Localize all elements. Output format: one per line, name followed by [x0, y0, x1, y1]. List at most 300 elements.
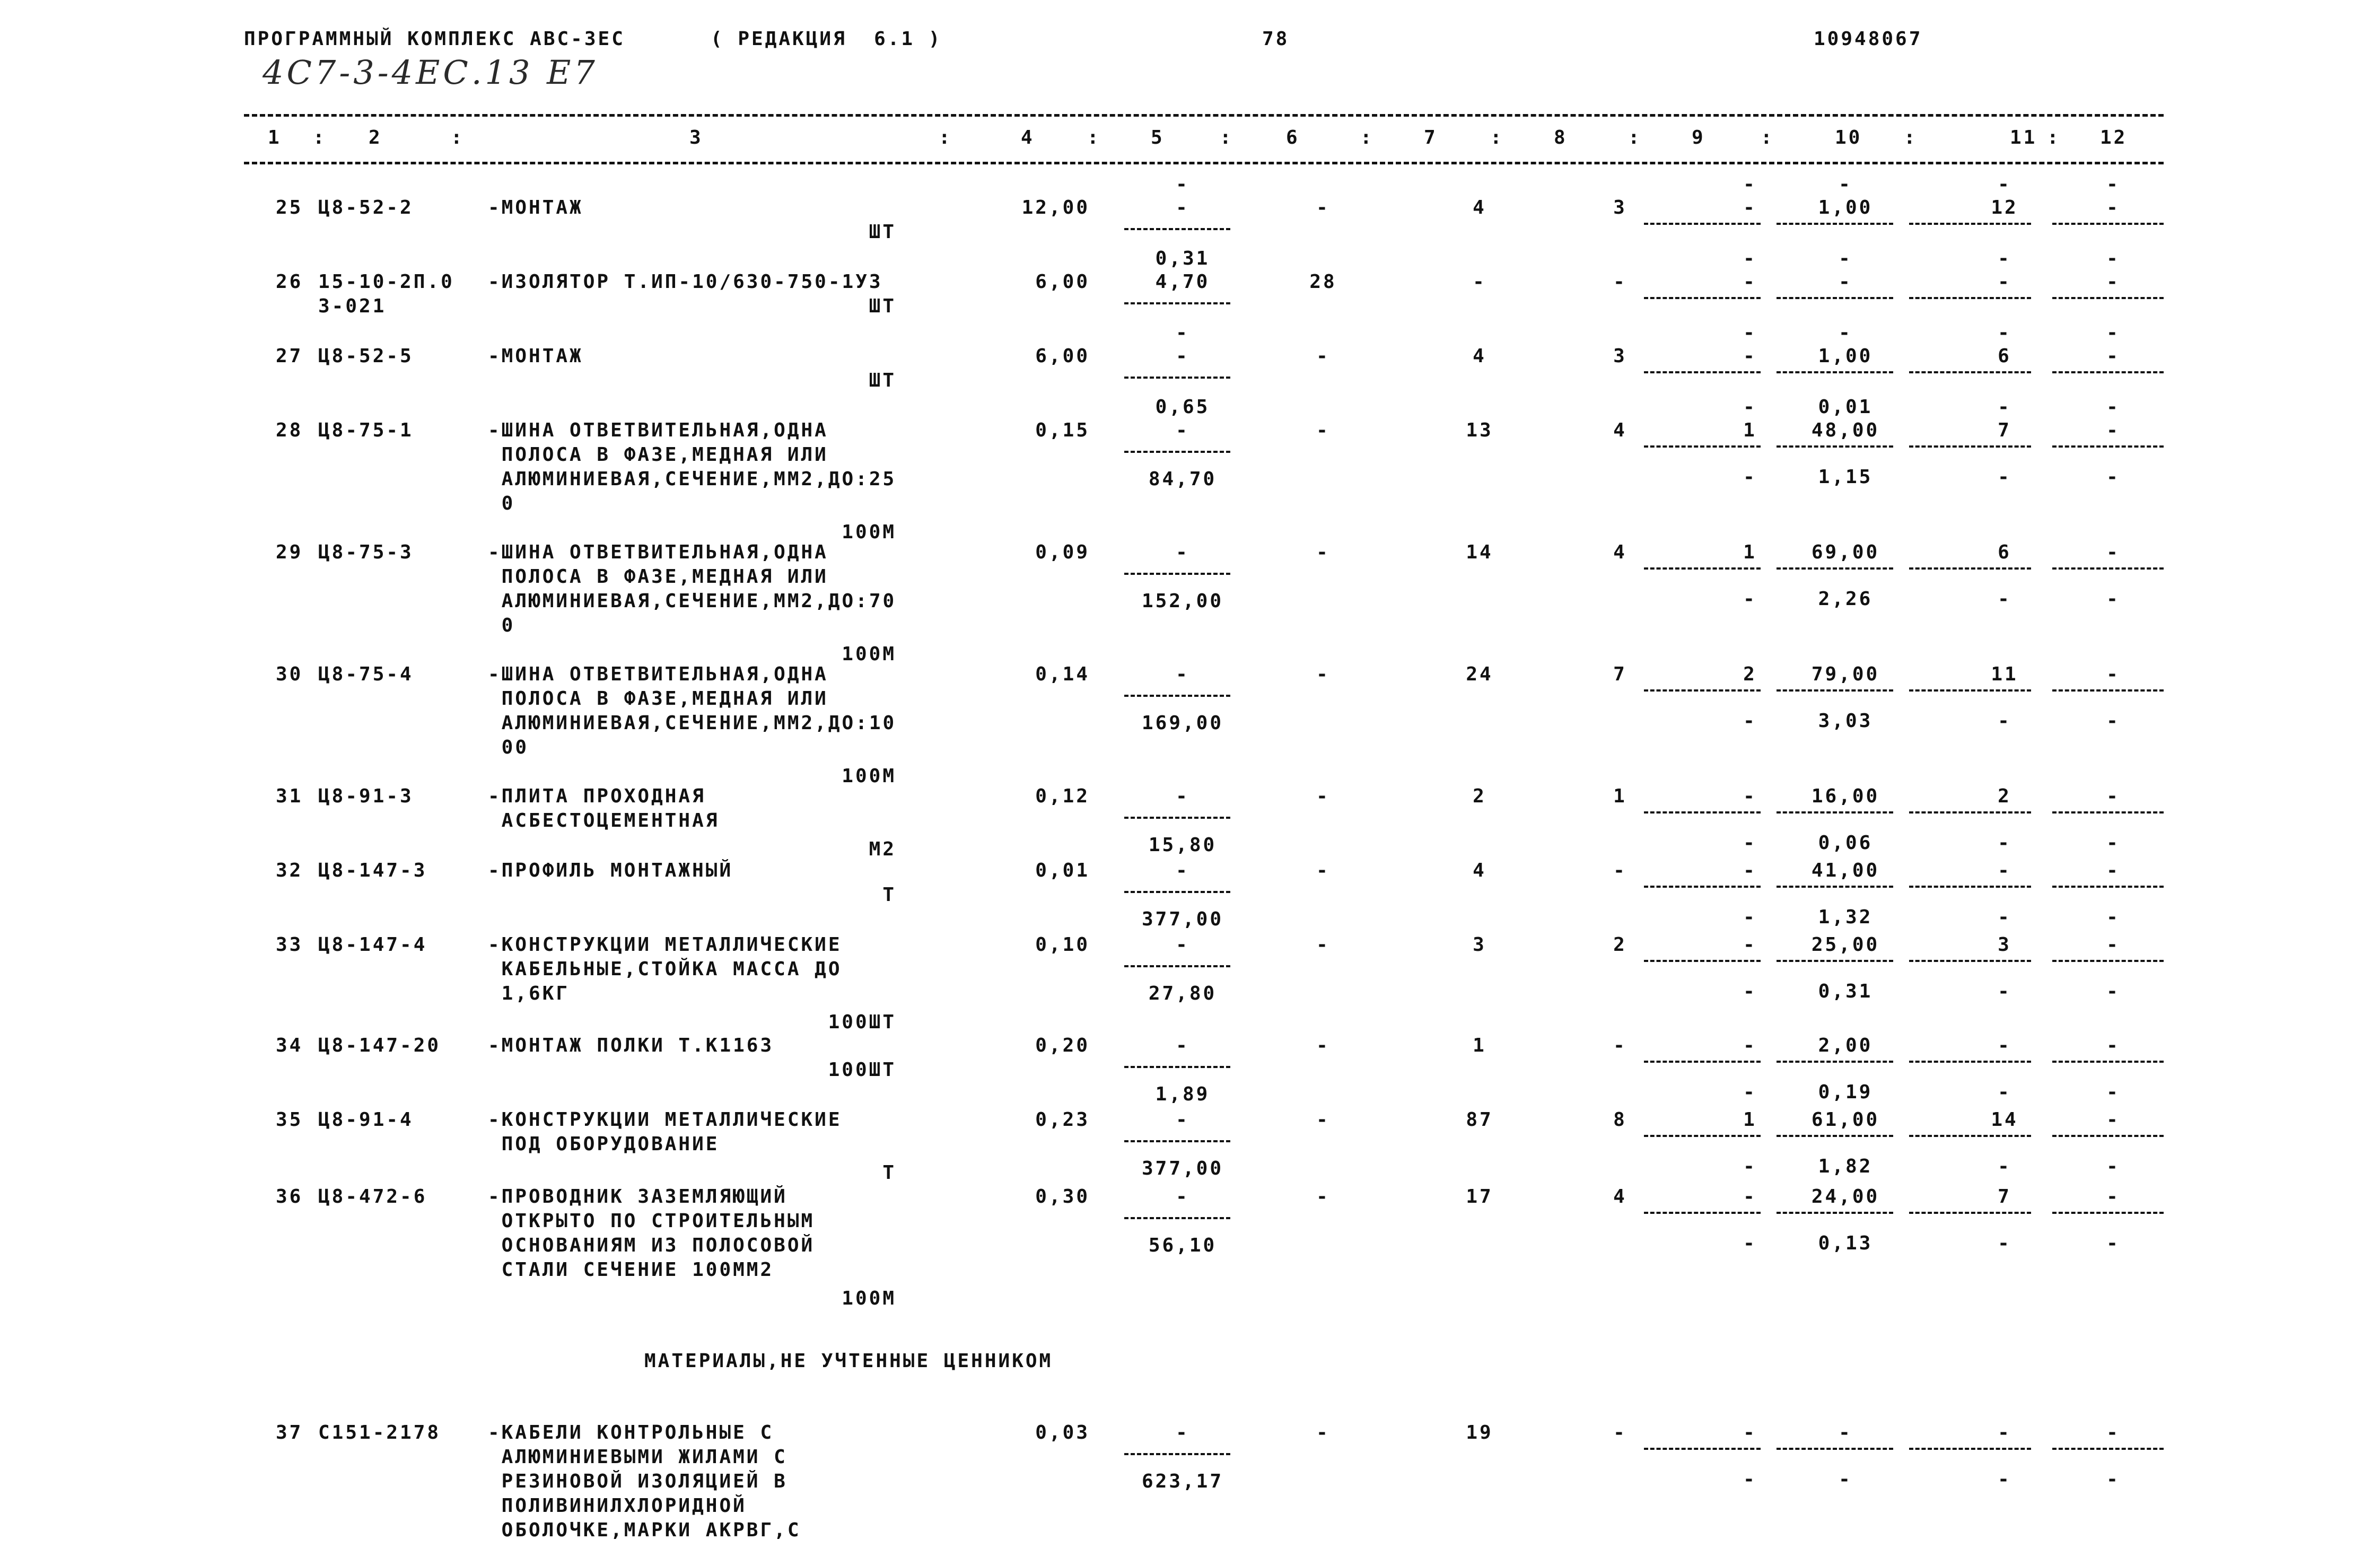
col6-value: - [1316, 1186, 1330, 1208]
col11-lower-value: - [1998, 1081, 2011, 1103]
handwritten-note: 4С7-3-4ЕС.13 Е7 [262, 53, 598, 92]
col5-value: - [1176, 541, 1189, 563]
col12-lower-value: - [2106, 1232, 2120, 1254]
program-title: ПРОГРАММНЫЙ КОМПЛЕКС АВС-3ЕС [244, 28, 625, 50]
column-separator: : [1761, 127, 1774, 148]
col5-value: - [1176, 860, 1189, 881]
col9-value: - [1743, 271, 1757, 293]
col11-lower-value: - [1998, 588, 2011, 610]
col10-lower-value: 1,82 [1818, 1156, 1873, 1177]
col7-value: 4 [1473, 345, 1486, 367]
col5-lower-value: 1,89 [1155, 1083, 1210, 1105]
column-header-9: 9 [1692, 127, 1705, 148]
col11-value: 6 [1998, 541, 2011, 563]
row-quantity: 6,00 [1035, 271, 1090, 293]
col8-value: 3 [1613, 197, 1627, 218]
col12-lower-value: - [2106, 906, 2120, 928]
col8-value: 4 [1613, 1186, 1627, 1208]
cell-divider [2052, 689, 2164, 692]
col8-value: - [1613, 1422, 1627, 1443]
row-number: 31 [276, 785, 303, 807]
row-unit: ШТ [869, 370, 896, 391]
col9-value: - [1743, 197, 1757, 218]
row-description: ОСНОВАНИЯМ ИЗ ПОЛОСОВОЙ [488, 1235, 815, 1256]
col9-value: - [1743, 860, 1757, 881]
col11-lower-value: - [1998, 1232, 2011, 1254]
col12-value: - [2106, 1422, 2120, 1443]
row-code: 3-021 [318, 295, 387, 317]
col11-value: - [1998, 271, 2011, 293]
col6-value: - [1316, 934, 1330, 956]
row-quantity: 0,01 [1035, 860, 1090, 881]
col12-value: - [2106, 663, 2120, 685]
cell-divider [1909, 1135, 2031, 1137]
cell-divider [2052, 886, 2164, 888]
row-code: Ц8-147-4 [318, 934, 427, 956]
column-header-4: 4 [1021, 127, 1035, 148]
row-quantity: 12,00 [1021, 197, 1090, 218]
col12-lower-value: - [2106, 832, 2120, 854]
col10-lower-value: 0,31 [1818, 981, 1873, 1002]
row-description: ПОЛОСА В ФАЗЕ,МЕДНАЯ ИЛИ [488, 688, 828, 710]
section-title: МАТЕРИАЛЫ,НЕ УЧТЕННЫЕ ЦЕННИКОМ [644, 1350, 1053, 1372]
cell-divider [1909, 1061, 2031, 1063]
header-rule-bottom [244, 162, 2164, 164]
col5-lower-value: 152,00 [1141, 590, 1224, 612]
col5-lower-value: 377,00 [1141, 1158, 1224, 1179]
row-description: 1,6КГ [488, 983, 570, 1004]
col5-value: - [1176, 785, 1189, 807]
cell-divider [1124, 891, 1230, 893]
col9-lower-value: - [1743, 981, 1757, 1002]
col10-value: 69,00 [1811, 541, 1880, 563]
col12-lower-value: - [2106, 1468, 2120, 1490]
cell-divider [1909, 371, 2031, 373]
cell-divider [1777, 297, 1893, 299]
row-number: 28 [276, 419, 303, 441]
row-description: КАБЕЛЬНЫЕ,СТОЙКА МАССА ДО [488, 958, 842, 980]
row-code: Ц8-75-1 [318, 419, 414, 441]
col9-value: 1 [1743, 541, 1757, 563]
col12-lower-value: - [2106, 588, 2120, 610]
col11-value: 7 [1998, 419, 2011, 441]
col11-value: 12 [1991, 197, 2018, 218]
row-number: 35 [276, 1109, 303, 1131]
cell-divider [1777, 567, 1893, 570]
col9-lower-value: - [1743, 906, 1757, 928]
col9-lower-value: - [1743, 1156, 1757, 1177]
row-description: -ШИНА ОТВЕТВИТЕЛЬНАЯ,ОДНА [488, 663, 828, 685]
cell-divider [1124, 817, 1230, 819]
cell-divider [1644, 297, 1761, 299]
cell-divider [2052, 1135, 2164, 1137]
cell-divider [1909, 960, 2031, 962]
col12-value: - [2106, 1186, 2120, 1208]
col12-lower-value: - [2106, 466, 2120, 488]
col11-value: 7 [1998, 1186, 2011, 1208]
col11-top-value: - [1998, 322, 2011, 344]
col9-lower-value: - [1743, 1081, 1757, 1103]
col7-value: 87 [1466, 1109, 1493, 1131]
row-description: ПОД ОБОРУДОВАНИЕ [488, 1133, 720, 1155]
column-header-1: 1 [268, 127, 282, 148]
col11-lower-value: - [1998, 832, 2011, 854]
cell-divider [1777, 371, 1893, 373]
col11-lower-value: - [1998, 466, 2011, 488]
col6-value: 28 [1309, 271, 1337, 293]
col10-value: 79,00 [1811, 663, 1880, 685]
col5-value: - [1176, 934, 1189, 956]
row-code: Ц8-52-2 [318, 197, 414, 218]
col5-value: - [1176, 1109, 1189, 1131]
cell-divider [1644, 960, 1761, 962]
col9-value: - [1743, 934, 1757, 956]
row-number: 36 [276, 1186, 303, 1208]
column-separator: : [1490, 127, 1504, 148]
row-unit: 100М [842, 643, 896, 665]
col5-value: - [1176, 419, 1189, 441]
col7-value: 19 [1466, 1422, 1493, 1443]
row-code: С151-2178 [318, 1422, 441, 1443]
row-unit: М2 [869, 838, 896, 860]
col7-value: 24 [1466, 663, 1493, 685]
cell-divider [2052, 960, 2164, 962]
row-code: Ц8-75-4 [318, 663, 414, 685]
row-description: ОТКРЫТО ПО СТРОИТЕЛЬНЫМ [488, 1210, 815, 1232]
row-description: -ПРОФИЛЬ МОНТАЖНЫЙ [488, 860, 733, 881]
column-separator: : [451, 127, 465, 148]
cell-divider [1777, 1448, 1893, 1450]
col9-lower-value: - [1743, 710, 1757, 732]
col7-value: 4 [1473, 860, 1486, 881]
col11-lower-value: - [1998, 1468, 2011, 1490]
col9-lower-value: - [1743, 1468, 1757, 1490]
row-description: -ШИНА ОТВЕТВИТЕЛЬНАЯ,ОДНА [488, 419, 828, 441]
row-code: Ц8-75-3 [318, 541, 414, 563]
row-unit: ШТ [869, 295, 896, 317]
column-header-12: 12 [2100, 127, 2128, 148]
row-quantity: 0,15 [1035, 419, 1090, 441]
col8-value: - [1613, 1035, 1627, 1056]
row-code: Ц8-147-20 [318, 1035, 441, 1056]
row-quantity: 0,03 [1035, 1422, 1090, 1443]
col11-lower-value: - [1998, 710, 2011, 732]
col5-value: 4,70 [1155, 271, 1210, 293]
row-number: 29 [276, 541, 303, 563]
row-number: 25 [276, 197, 303, 218]
col11-value: 3 [1998, 934, 2011, 956]
cell-divider [1124, 1066, 1230, 1068]
col7-value: - [1473, 271, 1486, 293]
cell-divider [2052, 811, 2164, 813]
col9-value: - [1743, 1422, 1757, 1443]
col6-value: - [1316, 345, 1330, 367]
row-code: Ц8-52-5 [318, 345, 414, 367]
cell-divider [1909, 567, 2031, 570]
cell-divider [2052, 297, 2164, 299]
col11-value: - [1998, 1422, 2011, 1443]
col8-value: 8 [1613, 1109, 1627, 1131]
cell-divider [2052, 371, 2164, 373]
cell-divider [1124, 451, 1230, 453]
col12-value: - [2106, 345, 2120, 367]
col8-value: 7 [1613, 663, 1627, 685]
col6-value: - [1316, 785, 1330, 807]
cell-divider [1909, 223, 2031, 225]
cell-divider [1644, 1448, 1761, 1450]
row-unit: 100М [842, 1288, 896, 1309]
col11-value: - [1998, 860, 2011, 881]
col12-value: - [2106, 1109, 2120, 1131]
col10-lower-value: 0,19 [1818, 1081, 1873, 1103]
row-number: 27 [276, 345, 303, 367]
col8-value: 4 [1613, 419, 1627, 441]
col11-top-value: - [1998, 396, 2011, 418]
col5-lower-value: 15,80 [1148, 834, 1217, 856]
cell-divider [1124, 1453, 1230, 1455]
col11-value: - [1998, 1035, 2011, 1056]
row-description: -КАБЕЛИ КОНТРОЛЬНЫЕ С [488, 1422, 774, 1443]
col10-value: 41,00 [1811, 860, 1880, 881]
cell-divider [1777, 223, 1893, 225]
cell-divider [2052, 1061, 2164, 1063]
column-separator: : [1220, 127, 1233, 148]
row-quantity: 0,14 [1035, 663, 1090, 685]
column-header-8: 8 [1554, 127, 1568, 148]
col12-value: - [2106, 934, 2120, 956]
row-quantity: 0,12 [1035, 785, 1090, 807]
cell-divider [1124, 695, 1230, 697]
col8-value: - [1613, 860, 1627, 881]
col12-value: - [2106, 1035, 2120, 1056]
col10-value: 24,00 [1811, 1186, 1880, 1208]
row-quantity: 0,23 [1035, 1109, 1090, 1131]
cell-divider [1909, 1212, 2031, 1214]
col9-lower-value: - [1743, 466, 1757, 488]
col11-lower-value: - [1998, 906, 2011, 928]
col11-top-value: - [1998, 173, 2011, 195]
col7-value: 3 [1473, 934, 1486, 956]
row-description: -КОНСТРУКЦИИ МЕТАЛЛИЧЕСКИЕ [488, 1109, 842, 1131]
col9-lower-value: - [1743, 588, 1757, 610]
col10-lower-value: 0,06 [1818, 832, 1873, 854]
col12-top-value: - [2106, 396, 2120, 418]
column-separator: : [2047, 127, 2061, 148]
col5-lower-value: 169,00 [1141, 712, 1224, 734]
cell-divider [1644, 886, 1761, 888]
cell-divider [1124, 377, 1230, 379]
col9-top-value: - [1743, 248, 1757, 269]
col12-value: - [2106, 785, 2120, 807]
col5-top-value: - [1176, 322, 1189, 344]
col11-value: 11 [1991, 663, 2018, 685]
col6-value: - [1316, 197, 1330, 218]
col10-value: - [1839, 271, 1852, 293]
col10-value: 25,00 [1811, 934, 1880, 956]
row-number: 32 [276, 860, 303, 881]
column-separator: : [1628, 127, 1642, 148]
row-description: 0 [488, 615, 515, 636]
row-description: РЕЗИНОВОЙ ИЗОЛЯЦИЕЙ В [488, 1471, 788, 1492]
header-rule-top [244, 114, 2164, 117]
cell-divider [1909, 886, 2031, 888]
row-code: 15-10-2П.0 [318, 271, 454, 293]
cell-divider [1777, 1061, 1893, 1063]
document-number: 10948067 [1814, 28, 1923, 50]
col5-top-value: 0,65 [1155, 396, 1210, 418]
row-description: АЛЮМИНИЕВАЯ,СЕЧЕНИЕ,ММ2,ДО:70 [488, 590, 897, 612]
col5-value: - [1176, 197, 1189, 218]
row-description: -МОНТАЖ [488, 345, 583, 367]
page-number: 78 [1262, 28, 1290, 50]
col9-value: - [1743, 785, 1757, 807]
row-unit: Т [882, 884, 896, 906]
col5-top-value: 0,31 [1155, 248, 1210, 269]
col8-value: 4 [1613, 541, 1627, 563]
cell-divider [1777, 886, 1893, 888]
cell-divider [1124, 228, 1230, 230]
row-description: АЛЮМИНИЕВАЯ,СЕЧЕНИЕ,ММ2,ДО:25 [488, 468, 897, 490]
row-number: 26 [276, 271, 303, 293]
cell-divider [2052, 445, 2164, 448]
cell-divider [1644, 371, 1761, 373]
col10-value: 16,00 [1811, 785, 1880, 807]
col6-value: - [1316, 1035, 1330, 1056]
col9-value: - [1743, 345, 1757, 367]
col8-value: 1 [1613, 785, 1627, 807]
col5-lower-value: 377,00 [1141, 908, 1224, 930]
cell-divider [1124, 965, 1230, 967]
row-description: -ПЛИТА ПРОХОДНАЯ [488, 785, 706, 807]
cell-divider [1909, 445, 2031, 448]
col7-value: 17 [1466, 1186, 1493, 1208]
col12-lower-value: - [2106, 710, 2120, 732]
cell-divider [2052, 1448, 2164, 1450]
column-separator: : [1904, 127, 1918, 148]
row-quantity: 0,10 [1035, 934, 1090, 956]
col11-top-value: - [1998, 248, 2011, 269]
row-description: СТАЛИ СЕЧЕНИЕ 100ММ2 [488, 1259, 774, 1281]
col7-value: 4 [1473, 197, 1486, 218]
cell-divider [1909, 1448, 2031, 1450]
col10-lower-value: 2,26 [1818, 588, 1873, 610]
cell-divider [1777, 1135, 1893, 1137]
col7-value: 2 [1473, 785, 1486, 807]
col6-value: - [1316, 1422, 1330, 1443]
cell-divider [1909, 689, 2031, 692]
col12-lower-value: - [2106, 1156, 2120, 1177]
column-header-2: 2 [369, 127, 382, 148]
col10-lower-value: 3,03 [1818, 710, 1873, 732]
row-code: Ц8-91-4 [318, 1109, 414, 1131]
row-unit: 100ШТ [828, 1059, 896, 1081]
col5-lower-value: 84,70 [1148, 468, 1217, 490]
row-unit: 100М [842, 765, 896, 787]
cell-divider [1644, 1135, 1761, 1137]
column-separator: : [939, 127, 952, 148]
row-number: 30 [276, 663, 303, 685]
row-number: 37 [276, 1422, 303, 1443]
col6-value: - [1316, 541, 1330, 563]
row-description: ПОЛОСА В ФАЗЕ,МЕДНАЯ ИЛИ [488, 566, 828, 588]
col12-value: - [2106, 419, 2120, 441]
col9-value: 2 [1743, 663, 1757, 685]
col5-lower-value: 623,17 [1141, 1471, 1224, 1492]
cell-divider [1777, 1212, 1893, 1214]
col10-top-value: - [1839, 248, 1852, 269]
col10-value: 61,00 [1811, 1109, 1880, 1131]
col11-lower-value: - [1998, 1156, 2011, 1177]
cell-divider [1124, 302, 1230, 304]
col11-value: 14 [1991, 1109, 2018, 1131]
col12-value: - [2106, 541, 2120, 563]
col12-top-value: - [2106, 322, 2120, 344]
row-number: 34 [276, 1035, 303, 1056]
row-quantity: 0,09 [1035, 541, 1090, 563]
col5-value: - [1176, 663, 1189, 685]
col9-value: - [1743, 1186, 1757, 1208]
row-number: 33 [276, 934, 303, 956]
col10-value: - [1839, 1422, 1852, 1443]
col10-lower-value: 1,15 [1818, 466, 1873, 488]
column-header-11: 11 [2010, 127, 2037, 148]
column-header-5: 5 [1151, 127, 1165, 148]
col10-value: 48,00 [1811, 419, 1880, 441]
col8-value: 2 [1613, 934, 1627, 956]
cell-divider [1777, 811, 1893, 813]
col10-value: 1,00 [1818, 345, 1873, 367]
col5-value: - [1176, 1186, 1189, 1208]
row-quantity: 6,00 [1035, 345, 1090, 367]
row-code: Ц8-91-3 [318, 785, 414, 807]
column-header-10: 10 [1835, 127, 1862, 148]
col6-value: - [1316, 860, 1330, 881]
col12-lower-value: - [2106, 981, 2120, 1002]
col5-value: - [1176, 1422, 1189, 1443]
row-description: -ИЗОЛЯТОР Т.ИП-10/630-750-1У3 [488, 271, 883, 293]
row-description: -ПРОВОДНИК ЗАЗЕМЛЯЮЩИЙ [488, 1186, 788, 1208]
cell-divider [1644, 811, 1761, 813]
col9-value: 1 [1743, 419, 1757, 441]
cell-divider [1909, 297, 2031, 299]
cell-divider [1644, 1061, 1761, 1063]
cell-divider [2052, 223, 2164, 225]
cell-divider [1124, 573, 1230, 575]
col10-value: 1,00 [1818, 197, 1873, 218]
row-description: АЛЮМИНИЕВЫМИ ЖИЛАМИ С [488, 1446, 788, 1468]
col9-value: - [1743, 1035, 1757, 1056]
row-description: ОБОЛОЧКЕ,МАРКИ АКРВГ,С [488, 1519, 801, 1541]
col7-value: 1 [1473, 1035, 1486, 1056]
col7-value: 14 [1466, 541, 1493, 563]
col10-top-value: - [1839, 322, 1852, 344]
cell-divider [1124, 1217, 1230, 1219]
row-unit: 100М [842, 521, 896, 543]
col9-lower-value: - [1743, 1232, 1757, 1254]
cell-divider [1644, 689, 1761, 692]
column-separator: : [313, 127, 327, 148]
column-separator: : [1087, 127, 1101, 148]
col10-lower-value: - [1839, 1468, 1852, 1490]
row-code: Ц8-147-3 [318, 860, 427, 881]
row-description: -ШИНА ОТВЕТВИТЕЛЬНАЯ,ОДНА [488, 541, 828, 563]
col5-lower-value: 27,80 [1148, 983, 1217, 1004]
col5-value: - [1176, 345, 1189, 367]
col10-top-value: - [1839, 173, 1852, 195]
row-description: ПОЛИВИНИЛХЛОРИДНОЙ [488, 1495, 747, 1517]
col12-lower-value: - [2106, 1081, 2120, 1103]
col9-top-value: - [1743, 322, 1757, 344]
